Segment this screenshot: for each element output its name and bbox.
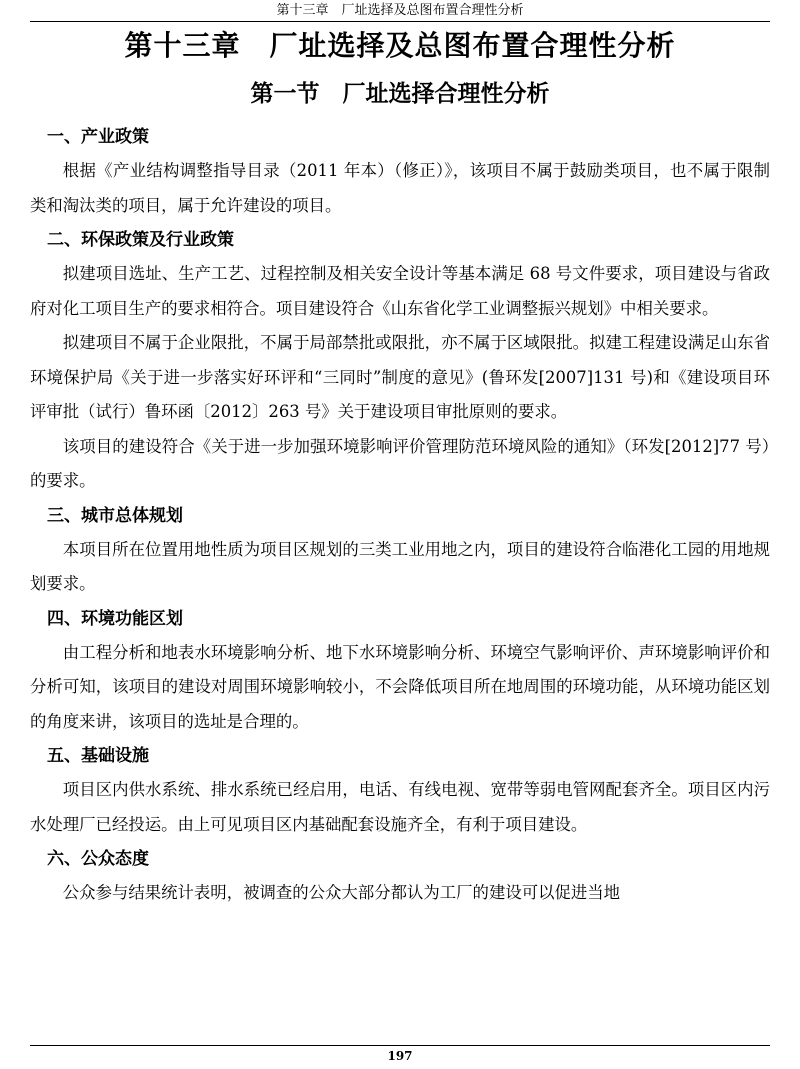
paragraph: 拟建项目不属于企业限批，不属于局部禁批或限批，亦不属于区域限批。拟建工程建设满足山东省环境保护局《关于进一步落实好环评和“三同时”制度的意见》(鲁环发[2007]131 号)和《建设项目环评审批（试行）鲁环函〔2012〕263 号》关于建设项目审批原则的要求。 bbox=[30, 333, 770, 421]
footer-rule bbox=[30, 1045, 770, 1046]
paragraph: 根据《产业结构调整指导目录（2011 年本）（修正）》，该项目不属于鼓励类项目，也不属于限制类和淘汰类的项目，属于允许建设的项目。 bbox=[30, 161, 770, 215]
document-body bbox=[30, 120, 770, 911]
running-header: 第十三章 厂址选择及总图布置合理性分析 bbox=[276, 3, 524, 18]
section-environmental-zoning bbox=[30, 602, 770, 740]
section-heading: 五、基础设施 bbox=[47, 746, 149, 766]
section-public-attitude bbox=[30, 842, 770, 911]
section-environmental-policy bbox=[30, 223, 770, 499]
paragraph: 拟建项目选址、生产工艺、过程控制及相关安全设计等基本满足 68 号文件要求，项目建设与省政府对化工项目生产的要求相符合。项目建设符合《山东省化学工业调整振兴规划》中相关要求。 bbox=[30, 264, 770, 318]
paragraph: 该项目的建设符合《关于进一步加强环境影响评价管理防范环境风险的通知》（环发[2012]77 号）的要求。 bbox=[30, 436, 770, 490]
chapter-title: 第十三章 厂址选择及总图布置合理性分析 bbox=[124, 29, 676, 62]
section-heading: 三、城市总体规划 bbox=[47, 505, 183, 526]
page-number: 197 bbox=[387, 1049, 413, 1063]
section-heading: 一、产业政策 bbox=[47, 127, 149, 147]
paragraph: 由工程分析和地表水环境影响分析、地下水环境影响分析、环境空气影响评价、声环境影响评价和分析可知，该项目的建设对周围环境影响较小，不会降低项目所在地周围的环境功能，从环境功能区划的角度来讲，该项目的选址是合理的。 bbox=[30, 642, 770, 731]
section-industrial-policy bbox=[30, 120, 770, 223]
section-heading: 二、环保政策及行业政策 bbox=[47, 230, 234, 250]
section-urban-planning bbox=[30, 499, 770, 602]
paragraph: 项目区内供水系统、排水系统已经启用，电话、有线电视、宽带等弱电管网配套齐全。项目区内污水处理厂已经投运。由上可见项目区内基础配套设施齐全，有利于项目建设。 bbox=[30, 780, 770, 834]
paragraph: 公众参与结果统计表明，被调查的公众大部分都认为工厂的建设可以促进当地 bbox=[62, 883, 621, 902]
section-infrastructure bbox=[30, 739, 770, 842]
header-rule bbox=[30, 21, 770, 22]
section-title: 第一节 厂址选择合理性分析 bbox=[250, 81, 550, 107]
section-heading: 四、环境功能区划 bbox=[47, 608, 183, 629]
section-heading: 六、公众态度 bbox=[47, 849, 149, 869]
paragraph: 本项目所在位置用地性质为项目区规划的三类工业用地之内，项目的建设符合临港化工园的用地规划要求。 bbox=[30, 539, 770, 593]
